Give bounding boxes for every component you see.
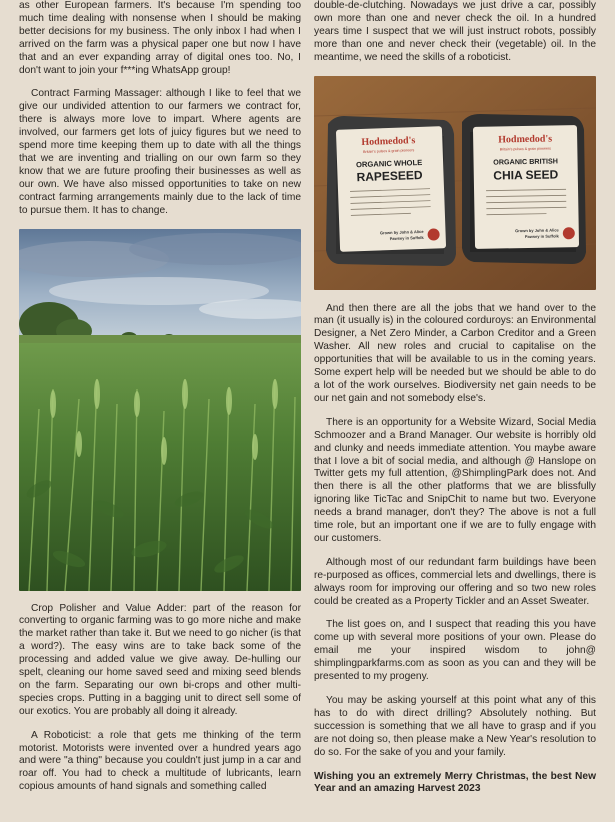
bag-title: RAPESEED: [356, 167, 423, 184]
paragraph: Crop Polisher and Value Adder: part of the reason for converting to organic farming was to go more niche and make the market rather than take it. But we need to go nicher (is that a word?). The easy wins are to take back some of the processing and added value we give away. De-hulling our spelt, cleaning our home saved seed and mixing seed blends on the farm. Separating our own bi-crops and other multi-species crops. Putting in a bagging unit to direct sell some of our exotics. You are probably all doing it already.: [19, 602, 302, 717]
bag-location: Pawsey in Suffolk: [524, 232, 559, 239]
bag-title: ORGANIC BRITISH: [493, 155, 558, 167]
bag-title: ORGANIC WHOLE: [355, 157, 423, 169]
crop-field-photo: [19, 229, 301, 591]
paragraph: Contract Farming Massager: although I like to feel that we give our undivided attention to our farmers we contract for, there is always more love to impart. Where agents are involved, our farmers get lots of juicy figures but we need to spend more time keeping them up to date with all the things that we are inventing and trialling on our own farm so they know that we are future proofing their businesses as well as our own. We have also missed opportunities to take on new contract farming arrangements mainly due to the lack of time to pursue them. It has to change.: [19, 88, 301, 216]
bag-tagline: Britain's pulses & grain pioneers: [499, 146, 551, 151]
bag-brand: Hodmedod's: [498, 133, 553, 146]
paragraph: as other European farmers. It's because I'm spending too much time dealing with nonsense when I should be making better decisions for my business. The only inbox I had when I arrived on the farm was a physical paper one but now I have that and an ever expanding array of digital ones too. No, I don't want to join your f***ing WhatsApp group!: [19, 0, 301, 76]
bag-grower: Grown by John & Alice: [379, 228, 424, 235]
paragraph: A Roboticist: a role that gets me thinking of the term motorist. Motorists were invented over a hundred years ago and were "a thing" because you couldn't just jump in a car and roar off. You had to check a multitude of lubricants, learn copious amounts of hand signals and something called: [19, 729, 301, 793]
bag-brand: Hodmedod's: [361, 134, 416, 148]
bag-title: CHIA SEED: [493, 166, 559, 183]
bag-location: Pawsey in Suffolk: [389, 234, 424, 241]
right-column: [314, 0, 596, 807]
paragraph: And then there are all the jobs that we hand over to the man (it usually is) in the coloured corduroys: an Environmental Designer, a Net Zero Minder, a Carbon Creditor and a Green Washer. All new roles and crucial to capitalise on the opportunities that will be available to us in the coming years. Some expert help will be needed but we should be able to do a lot of the work ourselves. Biodiversity net gain needs to be our net gain and not somebody else's.: [314, 302, 596, 404]
paragraph: double-de-clutching. Nowadays we just drive a car, possibly own more than one and never check the oil. In a hundred years time I suspect that we will just instruct robots, possibly more than one and never check their (vegetable) oil. In the meantime, we need the skills of a roboticist.: [314, 0, 596, 63]
paragraph: There is an opportunity for a Website Wizard, Social Media Schmoozer and a Brand Manager. Our website is horribly old and clunky and needs immediate attention. You maybe aware that I love a bit of social media, and although @ Hanslope on Twitter gets my full attention, @ShimplingPark does not. And then there is all the other platforms that we are blissfully ignoring like TicTac and SnipChit to name but two. Everyone needs a brand manager, don't they? The above is not a full time role, but an important one if we are to fully engage with our customers.: [314, 416, 596, 544]
closing-message: Wishing you an extremely Merry Christmas, the best New Year and an amazing Harvest 2023: [314, 770, 596, 795]
bag-tagline: Britain's pulses & grain pioneers: [363, 147, 415, 154]
paragraph: The list goes on, and I suspect that reading this you have come up with several more positions of your own. Please do email me your inspired wisdom to john@ shimplingparkfarms.com as soon as you can and they will be presented to my progeny.: [314, 619, 596, 683]
left-column: [19, 0, 301, 805]
paragraph: You may be asking yourself at this point what any of this has to do with direct drilling? Absolutely nothing. But succession is something that we all have to grasp and if you are not doing so, then please make a New Year's resolution to do so. For the sake of you and your family.: [314, 695, 596, 758]
bag-grower: Grown by John & Alice: [515, 226, 559, 233]
paragraph: Although most of our redundant farm buildings have been re-purposed as offices, commercial lets and dwellings, there is always room for improving our offering and so two new roles could be created as a Property Tickler and an Asset Sweater.: [314, 556, 596, 607]
seed-bags-photo: [314, 76, 596, 290]
